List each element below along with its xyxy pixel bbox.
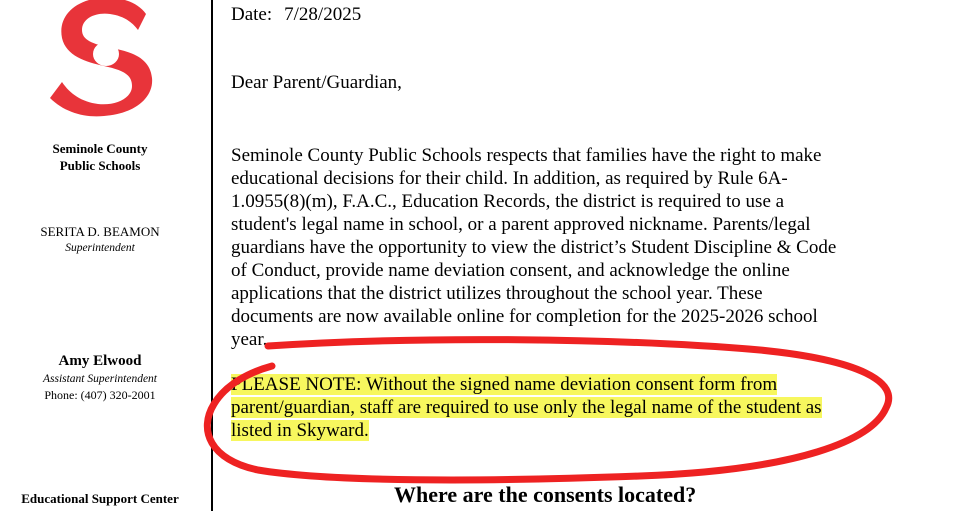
letter-date — [231, 4, 361, 26]
section-heading: Where are the consents located? — [394, 482, 697, 507]
letterhead-sidebar — [0, 0, 212, 511]
body-line: year. — [231, 329, 268, 350]
body-line: student's legal name in school, or a parent approved nickname. Parents/legal — [231, 214, 811, 235]
body-line: 1.0955(8)(m), F.A.C., Education Records, the district is required to use a — [231, 191, 785, 212]
body-line: guardians have the opportunity to view the district’s Student Discipline & Code — [231, 237, 837, 258]
district-name-line2: Public Schools — [59, 158, 141, 173]
district-name — [0, 140, 200, 174]
district-logo — [46, 0, 162, 118]
body-line: applications that the district utilizes throughout the school year. These — [231, 283, 763, 304]
superintendent-title: Superintendent — [65, 242, 135, 254]
note-line: parent/guardian, staff are required to use only the legal name of the student as — [231, 397, 822, 418]
body-line: educational decisions for their child. In addition, as required by Rule 6A- — [231, 168, 788, 189]
assistant-superintendent-block — [0, 352, 200, 402]
sidebar-divider — [211, 0, 213, 511]
body-line: of Conduct, provide name deviation consent, and acknowledge the online — [231, 260, 790, 281]
please-note-paragraph — [231, 373, 871, 442]
body-paragraph — [231, 144, 871, 351]
note-line: listed in Skyward. — [231, 420, 369, 441]
date-label: Date: — [231, 4, 273, 25]
superintendent-block — [0, 223, 200, 257]
note-line: PLEASE NOTE: Without the signed name deviation consent form from — [231, 374, 778, 395]
superintendent-name: SERITA D. BEAMON — [40, 224, 160, 239]
support-center-name: Educational Support Center — [21, 491, 179, 506]
district-name-line1: Seminole County — [52, 141, 148, 156]
assistant-title: Assistant Superintendent — [42, 373, 158, 385]
body-line: documents are now available online for completion for the 2025-2026 school — [231, 306, 818, 327]
assistant-phone: Phone: (407) 320-2001 — [44, 388, 156, 402]
salutation: Dear Parent/Guardian, — [231, 72, 402, 93]
assistant-name: Amy Elwood — [58, 353, 142, 369]
date-value: 7/28/2025 — [284, 4, 362, 25]
body-line: Seminole County Public Schools respects that families have the right to make — [231, 145, 822, 166]
